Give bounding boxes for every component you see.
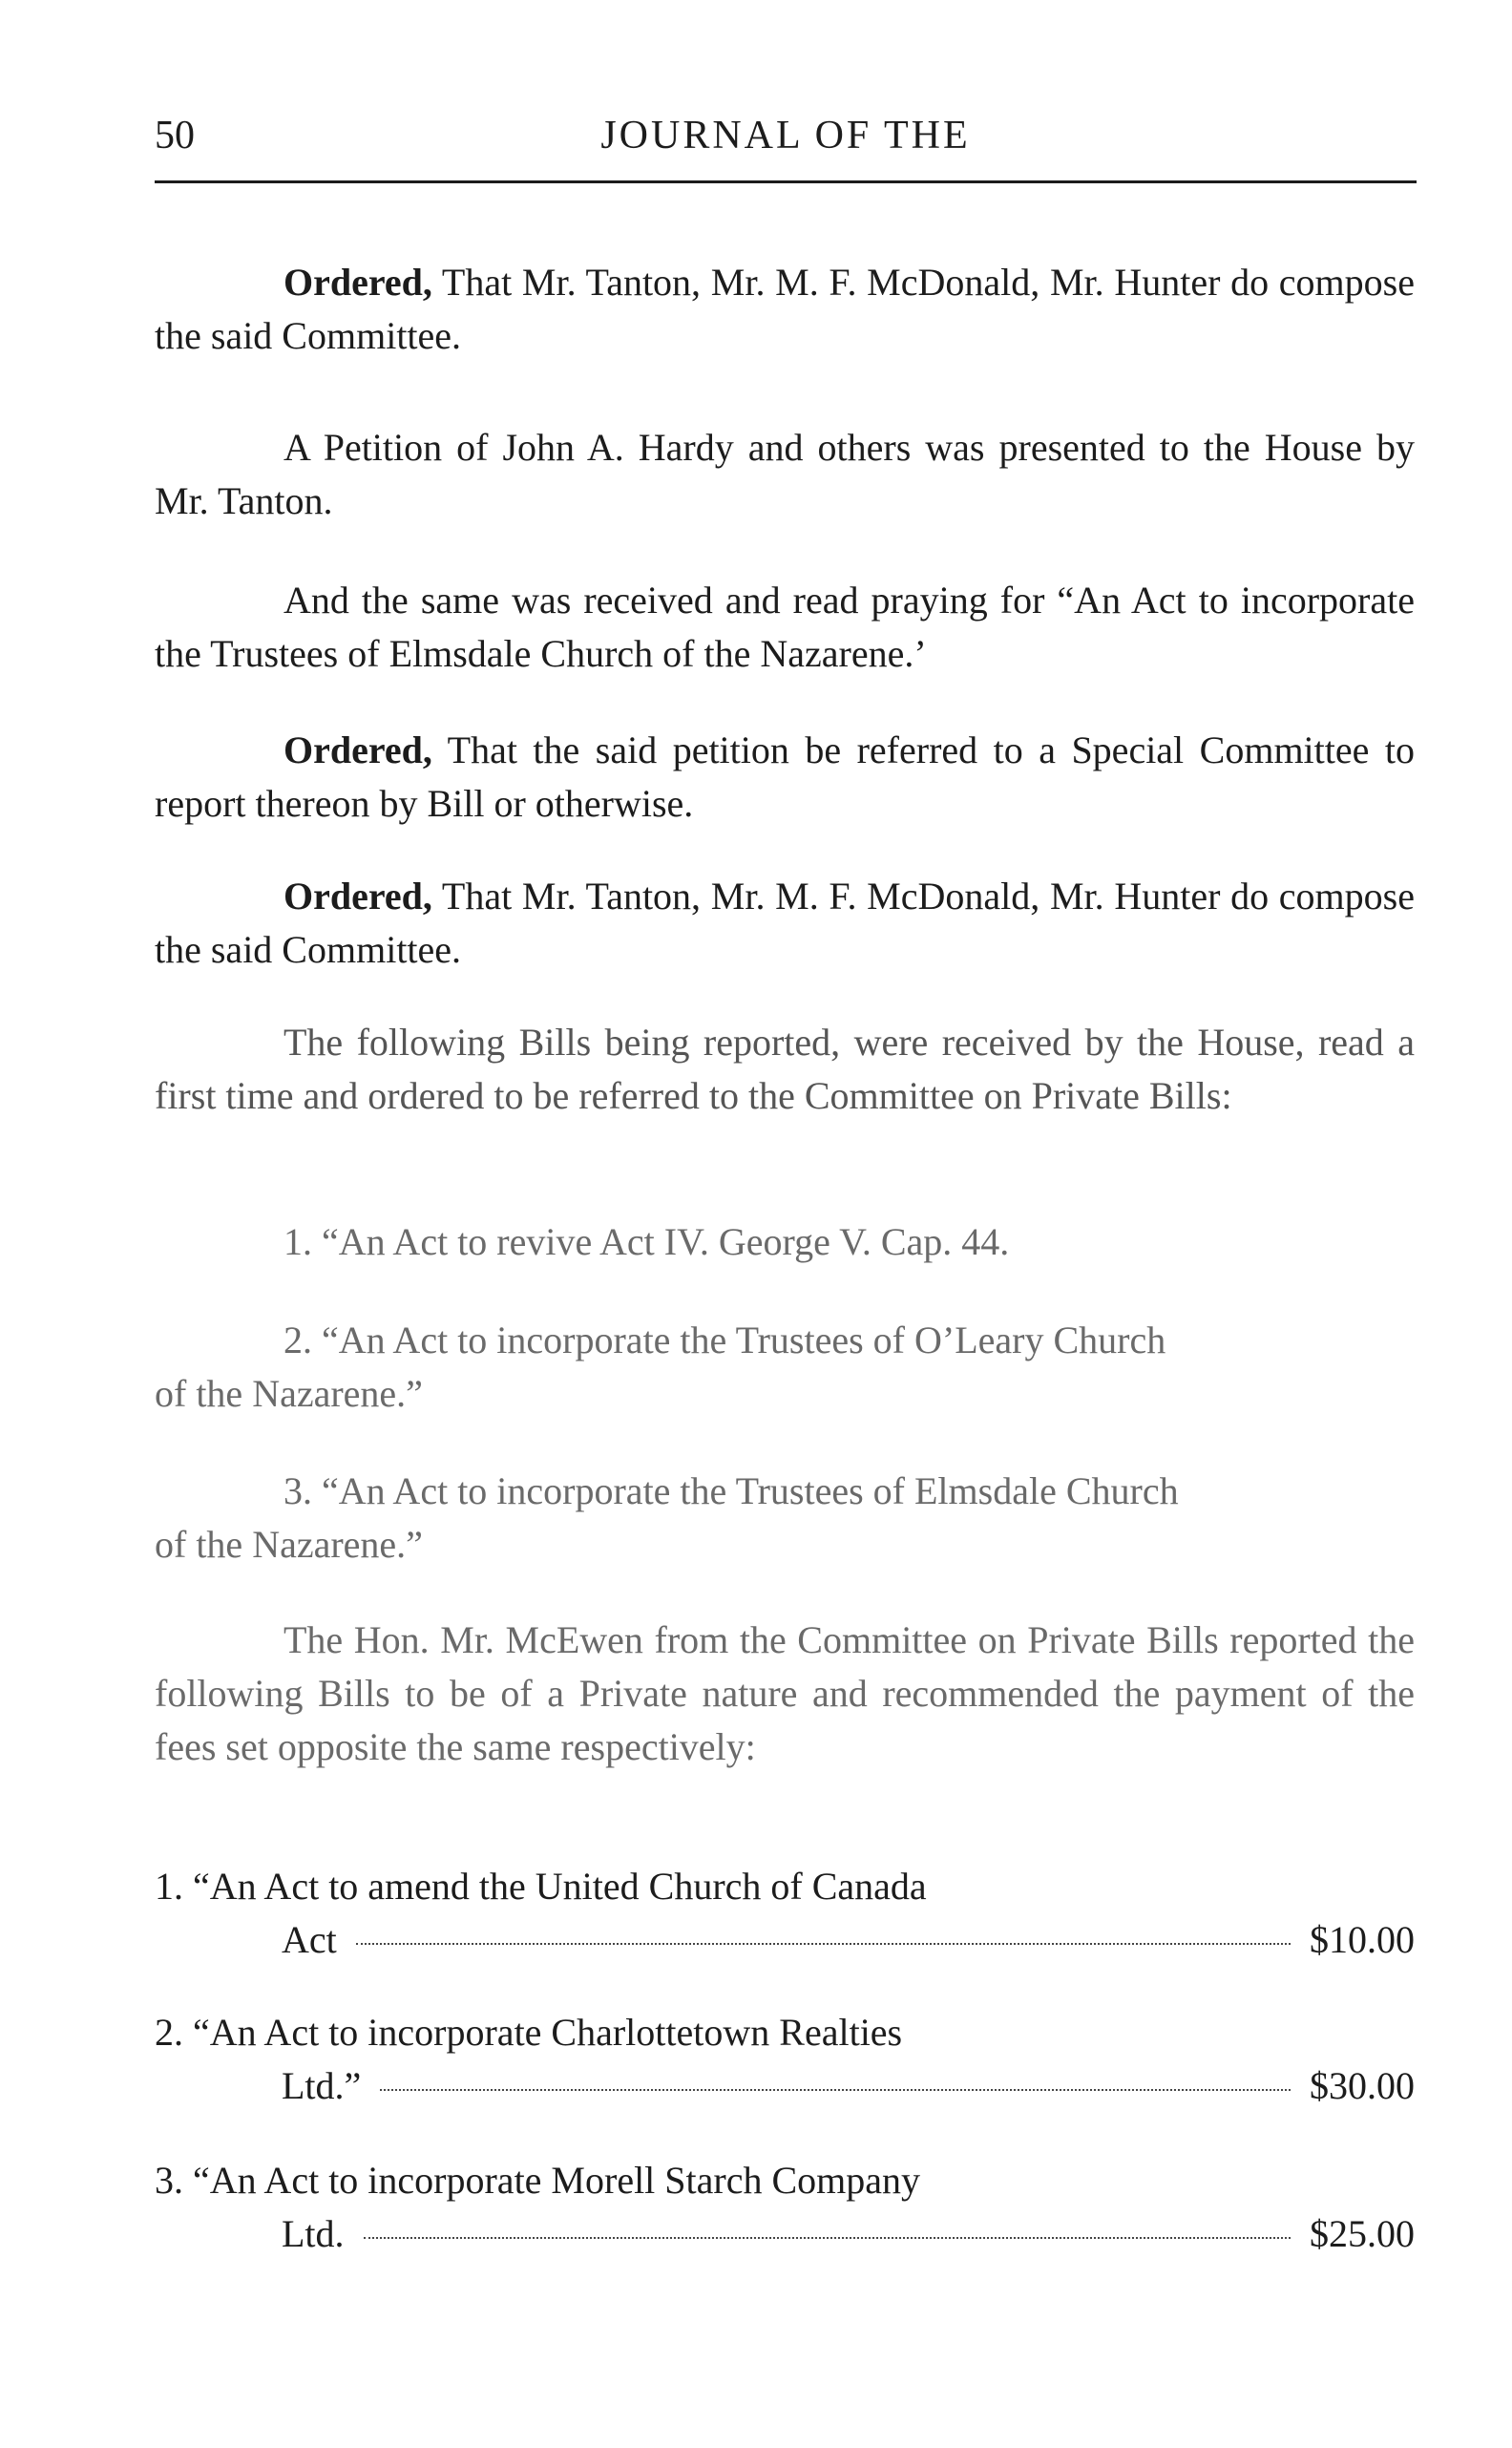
paragraph-bills-reported: [155, 1016, 1415, 1123]
bill-item-2: [155, 1314, 1415, 1421]
dot-leader: [364, 2237, 1291, 2239]
paragraph-text: That Mr. Tanton, Mr. M. F. McDonald, Mr. Hunter do compose the said Committee.: [155, 261, 1415, 357]
bill-line: 3. “An Act to incorporate the Trustees of Elmsdale Church: [284, 1469, 1179, 1512]
fee-title-cont: Ltd.: [282, 2212, 345, 2255]
bill-item-1: [155, 1215, 1415, 1269]
fee-amount: $30.00: [1310, 2064, 1415, 2107]
bill-line: 1. “An Act to revive Act IV. George V. Cap. 44.: [284, 1220, 1010, 1263]
paragraph-received-read: [155, 574, 1415, 681]
paragraph-text: The following Bills being reported, were received by the House, read a first time and ordered to be referred to the Committee on Private Bills:: [155, 1021, 1415, 1117]
fee-line: [155, 1913, 1415, 1967]
paragraph-text: The Hon. Mr. McEwen from the Committee on Private Bills reported the following Bills to be of a Private nature and recommended the payment of the fees set opposite the same respectively:: [155, 1618, 1415, 1768]
paragraph-text: A Petition of John A. Hardy and others was presented to the House by Mr. Tanton.: [155, 426, 1415, 522]
paragraph-ordered-committee-2: [155, 870, 1415, 977]
paragraph-text: And the same was received and read praying for “An Act to incorporate the Trustees of Elmsdale Church of the Nazarene.’: [155, 579, 1415, 675]
bill-item-3: [155, 1465, 1415, 1572]
paragraph-ordered-committee-1: [155, 256, 1415, 363]
bill-line: 2. “An Act to incorporate the Trustees of O’Leary Church: [284, 1319, 1166, 1361]
ordered-lead: Ordered,: [284, 875, 432, 918]
paragraph-petition: [155, 421, 1415, 528]
paragraph-committee-report: [155, 1614, 1415, 1774]
running-head: JOURNAL OF THE: [600, 114, 971, 158]
bill-line: of the Nazarene.”: [155, 1372, 423, 1415]
fee-item-1: [155, 1860, 1415, 1967]
fee-title: 1. “An Act to amend the United Church of Canada: [155, 1865, 927, 1908]
paragraph-text: That Mr. Tanton, Mr. M. F. McDonald, Mr. Hunter do compose the said Committee.: [155, 875, 1415, 971]
paragraph-text: That the said petition be referred to a Special Committee to report thereon by Bill or otherwise.: [155, 728, 1415, 825]
dot-leader: [356, 1943, 1291, 1945]
fee-item-2: [155, 2006, 1415, 2113]
ordered-lead: Ordered,: [284, 728, 432, 771]
fee-title: 2. “An Act to incorporate Charlottetown Realties: [155, 2011, 903, 2054]
page-number: 50: [155, 114, 195, 158]
fee-amount: $10.00: [1310, 1918, 1415, 1961]
fee-title: 3. “An Act to incorporate Morell Starch Company: [155, 2159, 921, 2202]
fee-line: [155, 2207, 1415, 2261]
ordered-lead: Ordered,: [284, 261, 432, 304]
fee-title-cont: Act: [282, 1918, 337, 1961]
page-header: [155, 113, 1417, 170]
paragraph-ordered-referred: [155, 724, 1415, 831]
fee-amount: $25.00: [1310, 2212, 1415, 2255]
fee-line: [155, 2059, 1415, 2113]
dot-leader: [380, 2089, 1291, 2091]
fee-item-3: [155, 2154, 1415, 2261]
bill-line: of the Nazarene.”: [155, 1523, 423, 1566]
header-rule: [155, 180, 1417, 183]
fee-title-cont: Ltd.”: [282, 2064, 362, 2107]
